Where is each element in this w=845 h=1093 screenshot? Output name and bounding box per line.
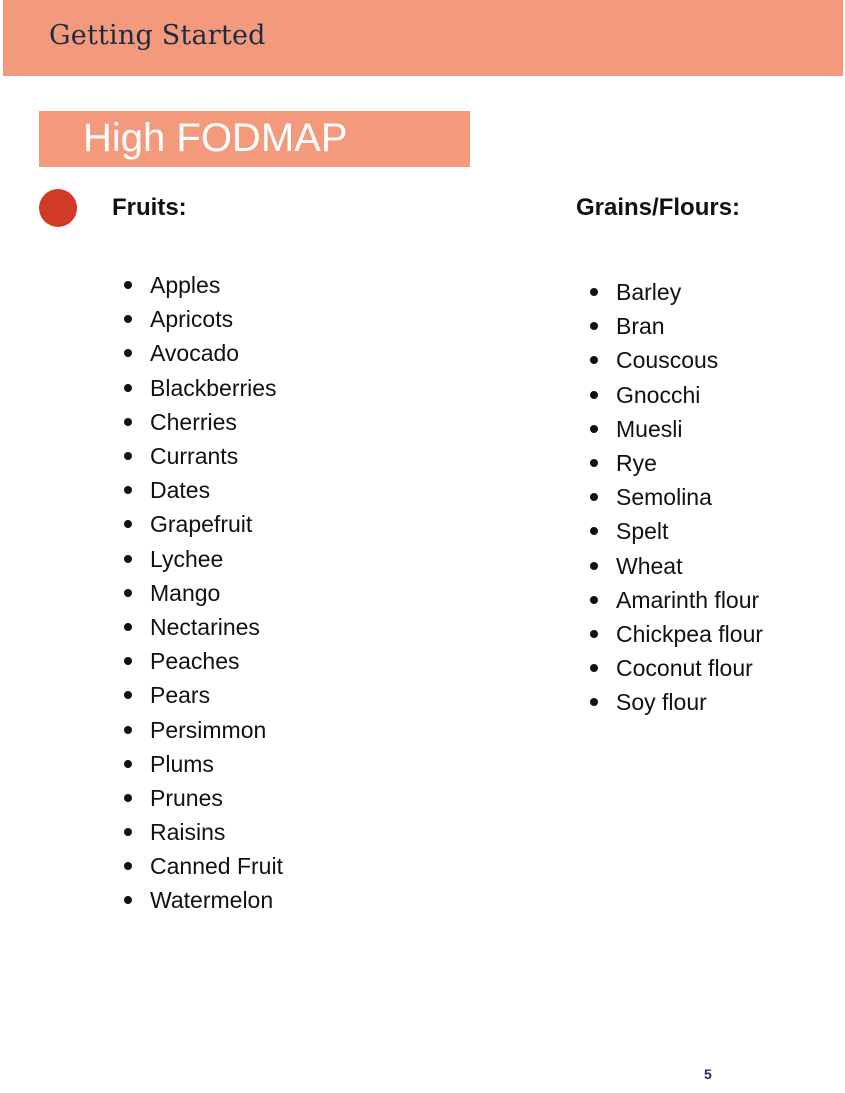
bullet-icon (590, 527, 598, 535)
list-item (124, 747, 283, 781)
list-item (590, 549, 763, 583)
bullet-icon (124, 418, 132, 426)
section-banner (39, 111, 470, 167)
list-item (124, 712, 283, 746)
list-item-label: Peaches (150, 648, 240, 675)
header-band (3, 0, 843, 76)
list-item (124, 542, 283, 576)
bullet-icon (124, 726, 132, 734)
list-item (590, 685, 763, 719)
list-item-label: Apricots (150, 306, 234, 333)
list-item (590, 309, 763, 343)
bullet-icon (590, 322, 598, 330)
list-item-label: Persimmon (150, 716, 267, 743)
list-item (590, 583, 763, 617)
list-item (124, 405, 283, 439)
list-item-label: Nectarines (150, 613, 260, 640)
bullet-icon (590, 493, 598, 501)
bullet-icon (590, 596, 598, 604)
list-item-label: Raisins (150, 819, 226, 846)
list-item-label: Coconut flour (616, 655, 753, 682)
bullet-icon (124, 794, 132, 802)
list-item (590, 378, 763, 412)
list-item (590, 446, 763, 480)
list-item (590, 617, 763, 651)
list-item-label: Amarinth flour (616, 586, 760, 613)
list-item (124, 849, 283, 883)
list-item (590, 514, 763, 548)
list-item (124, 610, 283, 644)
list-item (124, 336, 283, 370)
grains-heading: Grains/Flours: (576, 194, 741, 221)
bullet-icon (124, 555, 132, 563)
grains-list (590, 275, 763, 719)
list-item-label: Semolina (616, 484, 712, 511)
fruits-list (124, 268, 283, 918)
bullet-icon (124, 281, 132, 289)
list-item-label: Pears (150, 682, 211, 709)
bullet-icon (590, 425, 598, 433)
list-item (124, 576, 283, 610)
bullet-icon (590, 664, 598, 672)
bullet-icon (124, 349, 132, 357)
list-item (124, 678, 283, 712)
list-item-label: Canned Fruit (150, 853, 283, 880)
list-item (124, 371, 283, 405)
list-item-label: Cherries (150, 408, 237, 435)
list-item-label: Barley (616, 279, 682, 306)
bullet-icon (124, 760, 132, 768)
list-item-label: Chickpea flour (616, 620, 764, 647)
section-title: High FODMAP (83, 116, 348, 160)
bullet-icon (124, 828, 132, 836)
list-item-label: Avocado (150, 340, 240, 367)
list-item-label: Apples (150, 272, 221, 299)
list-item (590, 343, 763, 377)
bullet-icon (124, 657, 132, 665)
list-item-label: Bran (616, 313, 665, 340)
bullet-icon (590, 562, 598, 570)
list-item-label: Gnocchi (616, 381, 701, 408)
list-item-label: Wheat (616, 552, 683, 579)
list-item (124, 268, 283, 302)
bullet-icon (590, 391, 598, 399)
list-item (124, 815, 283, 849)
bullet-icon (124, 691, 132, 699)
list-item-label: Couscous (616, 347, 719, 374)
bullet-icon (124, 452, 132, 460)
list-item-label: Rye (616, 450, 657, 477)
bullet-icon (124, 589, 132, 597)
list-item (124, 781, 283, 815)
bullet-icon (124, 384, 132, 392)
list-item (590, 651, 763, 685)
fruits-heading: Fruits: (112, 194, 187, 221)
list-item (124, 507, 283, 541)
bullet-icon (124, 315, 132, 323)
list-item (124, 883, 283, 917)
bullet-icon (124, 862, 132, 870)
list-item (124, 302, 283, 336)
list-item-label: Dates (150, 477, 211, 504)
list-item (590, 275, 763, 309)
list-item-label: Mango (150, 579, 221, 606)
bullet-icon (124, 623, 132, 631)
bullet-icon (590, 288, 598, 296)
list-item (124, 644, 283, 678)
list-item-label: Lychee (150, 545, 224, 572)
list-item-label: Muesli (616, 415, 683, 442)
list-item-label: Soy flour (616, 689, 707, 716)
list-item-label: Spelt (616, 518, 669, 545)
list-item (124, 473, 283, 507)
bullet-icon (124, 896, 132, 904)
list-item-label: Watermelon (150, 887, 274, 914)
bullet-icon (124, 520, 132, 528)
list-item (590, 412, 763, 446)
list-item-label: Plums (150, 750, 214, 777)
list-item-label: Blackberries (150, 374, 277, 401)
list-item-label: Currants (150, 443, 239, 470)
bullet-icon (590, 630, 598, 638)
marker-dot-icon (39, 189, 77, 227)
list-item (590, 480, 763, 514)
list-item (124, 439, 283, 473)
bullet-icon (590, 698, 598, 706)
header-title: Getting Started (49, 20, 266, 51)
bullet-icon (590, 459, 598, 467)
bullet-icon (124, 486, 132, 494)
bullet-icon (590, 356, 598, 364)
page-number: 5 (704, 1066, 712, 1082)
list-item-label: Grapefruit (150, 511, 253, 538)
list-item-label: Prunes (150, 784, 223, 811)
